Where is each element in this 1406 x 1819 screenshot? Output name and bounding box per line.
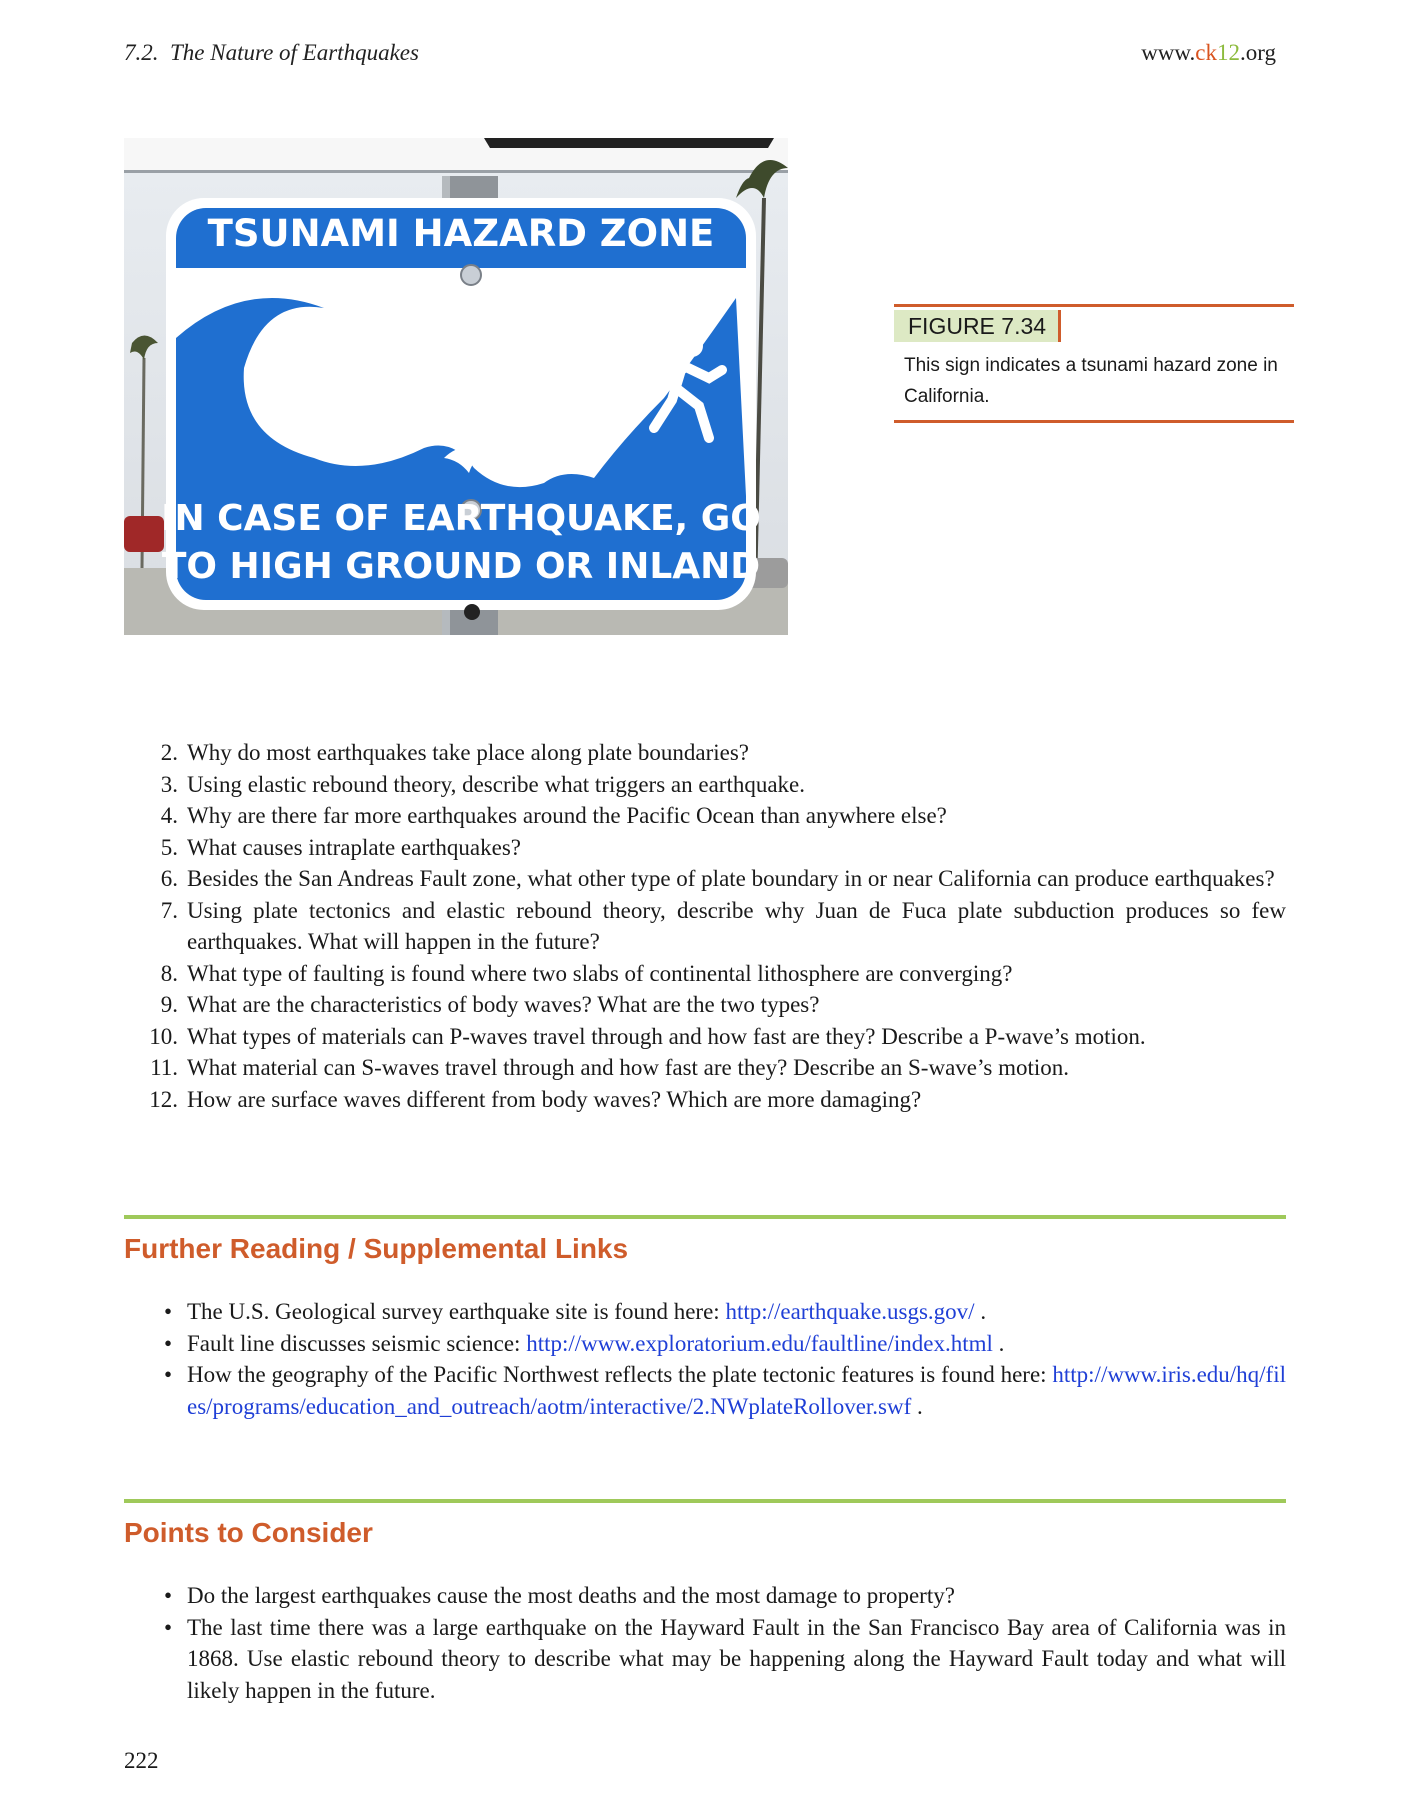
section-number: 7.2.: [124, 40, 159, 65]
sign-line1-text: IN CASE OF EARTHQUAKE, GO: [161, 498, 761, 539]
section-rule: [124, 1215, 1286, 1219]
further-reading-heading: Further Reading / Supplemental Links: [124, 1233, 629, 1264]
figure-label: FIGURE 7.34: [894, 310, 1061, 342]
list-item: 4. Why are there far more earthquakes around the Pacific Ocean than anywhere else?: [160, 803, 947, 828]
list-item: 9. What are the characteristics of body waves? What are the two types?: [160, 992, 820, 1017]
tsunami-sign-photo: [124, 138, 788, 635]
caption-bottom-rule: [894, 420, 1294, 423]
list-item: • The U.S. Geological survey earthquake site is found here: http://earthquake.usgs.gov/ .: [164, 1299, 987, 1324]
list-item: 5. What causes intraplate earthquakes?: [160, 834, 521, 860]
list-item: • The last time there was a large earthquake on the Hayward Fault in the San Francisco Bay area of California was in 1868. Use elastic rebound theory to describe what may be happening along the Hayward Fault today and what will likely happen in the future.: [164, 1614, 1286, 1703]
figure-caption-text: This sign indicates a tsunami hazard zone in California.: [904, 355, 1278, 407]
site-url[interactable]: www.ck12.org: [1141, 40, 1276, 65]
list-item: • Fault line discusses seismic science: http://www.exploratorium.edu/faultline/index.html .: [164, 1330, 1005, 1356]
running-header-title: [124, 40, 419, 66]
list-item: • Do the largest earthquakes cause the most deaths and the most damage to property?: [164, 1583, 955, 1608]
list-item: 11. What material can S-waves travel through and how fast are they? Describe an S-wave’s motion.: [150, 1055, 1069, 1080]
list-item: • How the geography of the Pacific Northwest reflects the plate tectonic features is found here: http://www.iris.edu/hq/files/programs/education_and_outreach/aotm/interactive/2.NWplateRollover.swf .: [164, 1362, 1286, 1419]
points-list: [124, 1580, 1286, 1706]
points-to-consider-heading: Points to Consider: [124, 1517, 373, 1548]
chapter-title: The Nature of Earthquakes: [170, 40, 419, 65]
further-reading-list: [124, 1296, 1286, 1422]
iris-link[interactable]: http://www.iris.edu/hq/files/programs/education_and_outreach/aotm/interactive/2.NWplateRollover.swf: [187, 1362, 1286, 1419]
list-item: 10. What types of materials can P-waves travel through and how fast are they? Describe a P-wave’s motion.: [149, 1023, 1146, 1049]
figure-caption-box: [894, 304, 1294, 423]
list-item: 3. Using elastic rebound theory, describe what triggers an earthquake.: [160, 771, 806, 797]
list-item: 8. What type of faulting is found where two slabs of continental lithosphere are converging?: [160, 960, 1013, 986]
list-item: 2. Why do most earthquakes take place along plate boundaries?: [160, 740, 750, 765]
caption-top-rule: [894, 304, 1294, 307]
list-item: 6. Besides the San Andreas Fault zone, what other type of plate boundary in or near California can produce earthquakes?: [160, 866, 1275, 891]
usgs-link[interactable]: http://earthquake.usgs.gov/: [725, 1299, 975, 1324]
exploratorium-link[interactable]: http://www.exploratorium.edu/faultline/index.html: [526, 1330, 993, 1356]
sign-top-text: TSUNAMI HAZARD ZONE: [207, 212, 715, 255]
section-rule: [124, 1499, 1286, 1503]
page-number: 222: [124, 1748, 159, 1773]
review-questions-list: [124, 737, 1286, 1115]
list-item: 7. Using plate tectonics and elastic rebound theory, describe why Juan de Fuca plate subduction produces so few earthquakes. What will happen in the future?: [160, 897, 1286, 954]
sign-line2-text: TO HIGH GROUND OR INLAND: [161, 546, 761, 587]
list-item: 12. How are surface waves different from body waves? Which are more damaging?: [149, 1086, 922, 1112]
